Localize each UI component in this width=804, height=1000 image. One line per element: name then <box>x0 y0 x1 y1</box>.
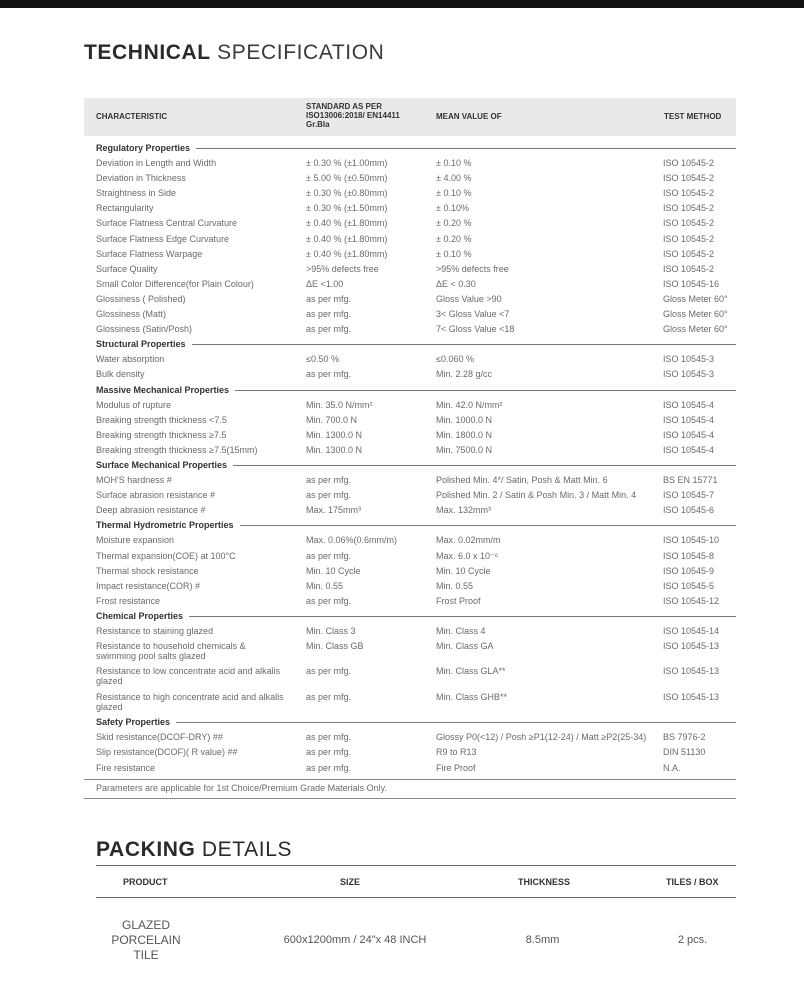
table-row <box>84 413 736 428</box>
cell-characteristic: Resistance to high concentrate acid and alkalis glazed <box>96 691 284 712</box>
cell-test-method: ISO 10545-2 <box>663 203 715 214</box>
cell-test-method: ISO 10545-2 <box>663 263 715 274</box>
packing-size: 600x1200mm / 24"x 48 INCH <box>283 934 427 946</box>
cell-standard: ± 0.40 % (±1.80mm) <box>306 248 388 259</box>
table-row <box>84 292 736 307</box>
packing-rule-mid <box>96 897 736 898</box>
cell-mean-value: Min. 2.28 g/cc <box>436 369 493 380</box>
cell-test-method: ISO 10545-10 <box>663 535 720 546</box>
cell-characteristic: Thermal expansion(COE) at 100°C <box>96 550 236 561</box>
cell-standard: ± 5.00 % (±0.50mm) <box>306 173 388 184</box>
cell-characteristic: Breaking strength thickness ≥7.5 <box>96 429 227 440</box>
cell-mean-value: Min. 1000.0 N <box>436 414 493 425</box>
cell-characteristic: Deep abrasion resistance # <box>96 505 206 516</box>
section-heading <box>84 458 736 473</box>
cell-standard: as per mfg. <box>306 550 352 561</box>
cell-mean-value: Min. 1800.0 N <box>436 429 493 440</box>
cell-standard: ≤0.50 % <box>306 354 339 365</box>
cell-standard: Min. 700.0 N <box>306 414 358 425</box>
cell-mean-value: Max. 132mm³ <box>436 505 492 516</box>
cell-mean-value: ± 4.00 % <box>436 173 472 184</box>
footnote-divider-top <box>84 779 736 780</box>
cell-standard: ± 0.30 % (±1.00mm) <box>306 158 388 169</box>
table-row <box>84 156 736 171</box>
table-row <box>84 307 736 322</box>
cell-characteristic: Glossiness (Matt) <box>96 309 167 320</box>
cell-characteristic: Glossiness (Satin/Posh) <box>96 324 193 335</box>
cell-characteristic: Surface Flatness Edge Curvature <box>96 233 230 244</box>
cell-characteristic: Skid resistance(DCOF-DRY) ## <box>96 732 223 743</box>
cell-mean-value: Fire Proof <box>436 762 476 773</box>
cell-mean-value: Glossy P0(<12) / Posh ≥P1(12-24) / Matt ≥P2(25-34) <box>436 732 647 743</box>
cell-mean-value: ≤0.060 % <box>436 354 474 365</box>
table-row <box>84 639 736 664</box>
section-label: Surface Mechanical Properties <box>96 460 233 470</box>
cell-standard: as per mfg. <box>306 324 352 335</box>
section-heading <box>84 141 736 156</box>
table-row <box>84 367 736 382</box>
cell-characteristic: Thermal shock resistance <box>96 565 199 576</box>
spec-table-header <box>84 98 736 136</box>
cell-standard: ± 0.30 % (±1.50mm) <box>306 203 388 214</box>
packing-title <box>96 838 292 862</box>
cell-standard: as per mfg. <box>306 747 352 758</box>
cell-test-method: ISO 10545-13 <box>663 691 720 702</box>
table-row <box>84 352 736 367</box>
packing-product-line: PORCELAIN <box>111 933 181 947</box>
cell-characteristic: Surface Flatness Warpage <box>96 248 203 259</box>
cell-standard: as per mfg. <box>306 490 352 501</box>
cell-characteristic: Breaking strength thickness <7.5 <box>96 414 227 425</box>
packing-product <box>100 918 192 963</box>
cell-characteristic: Straightness in Side <box>96 188 177 199</box>
cell-standard: Max. 175mm³ <box>306 505 362 516</box>
table-row <box>84 443 736 458</box>
packing-product-line: TILE <box>133 948 159 962</box>
cell-test-method: ISO 10545-16 <box>663 278 720 289</box>
table-row <box>84 503 736 518</box>
cell-test-method: ISO 10545-2 <box>663 188 715 199</box>
cell-test-method: ISO 10545-12 <box>663 595 720 606</box>
cell-mean-value: Frost Proof <box>436 595 481 606</box>
cell-test-method: Gloss Meter 60° <box>663 293 728 304</box>
cell-test-method: ISO 10545-9 <box>663 565 715 576</box>
cell-mean-value: 3< Gloss Value <7 <box>436 309 510 320</box>
cell-characteristic: Resistance to household chemicals & swimming pool salts glazed <box>96 641 246 662</box>
cell-standard: as per mfg. <box>306 595 352 606</box>
cell-test-method: ISO 10545-8 <box>663 550 715 561</box>
cell-mean-value: Max. 6.0 x 10⁻⁶ <box>436 550 499 561</box>
cell-mean-value: 7< Gloss Value <18 <box>436 324 515 335</box>
packing-header-tiles-per-box: TILES / BOX <box>666 877 719 887</box>
cell-test-method: ISO 10545-13 <box>663 666 720 677</box>
cell-mean-value: Min. Class 4 <box>436 626 486 636</box>
section-rule <box>96 616 736 617</box>
cell-standard: as per mfg. <box>306 762 352 773</box>
cell-mean-value: Min. 0.55 <box>436 580 474 591</box>
cell-characteristic: Frost resistance <box>96 595 161 606</box>
table-row <box>84 171 736 186</box>
table-row <box>84 624 736 639</box>
cell-standard: Min. 1300.0 N <box>306 444 363 455</box>
table-row <box>84 533 736 548</box>
cell-mean-value: ± 0.20 % <box>436 218 472 229</box>
section-label: Safety Properties <box>96 717 176 727</box>
cell-mean-value: ± 0.10 % <box>436 158 472 169</box>
cell-standard: ± 0.40 % (±1.80mm) <box>306 233 388 244</box>
cell-mean-value: Min. 7500.0 N <box>436 444 493 455</box>
cell-test-method: Gloss Meter 60° <box>663 324 728 335</box>
packing-header-size: SIZE <box>340 877 361 887</box>
cell-standard: Min. Class 3 <box>306 626 356 636</box>
table-row <box>84 232 736 247</box>
cell-test-method: BS 7976-2 <box>663 732 706 743</box>
cell-characteristic: Glossiness ( Polished) <box>96 293 186 304</box>
packing-product-line: GLAZED <box>121 918 170 932</box>
cell-test-method: BS EN 15771 <box>663 475 718 486</box>
cell-characteristic: Rectangularity <box>96 203 154 214</box>
cell-test-method: ISO 10545-3 <box>663 354 715 365</box>
spec-table-body <box>84 141 736 776</box>
table-row <box>84 262 736 277</box>
cell-characteristic: Deviation in Length and Width <box>96 158 217 169</box>
section-heading <box>84 383 736 398</box>
cell-test-method: ISO 10545-2 <box>663 218 715 229</box>
section-label: Structural Properties <box>96 339 192 349</box>
section-heading <box>84 518 736 533</box>
section-heading <box>84 609 736 624</box>
section-rule <box>96 344 736 345</box>
cell-standard: as per mfg. <box>306 666 352 677</box>
table-row <box>84 428 736 443</box>
cell-standard: Max. 0.06%(0.6mm/m) <box>306 535 398 546</box>
cell-characteristic: Bulk density <box>96 369 145 380</box>
section-label: Chemical Properties <box>96 611 189 621</box>
footnote-divider-bottom <box>84 798 736 799</box>
cell-characteristic: MOH'S hardness # <box>96 475 172 486</box>
top-dark-bar <box>0 0 804 8</box>
header-standard: STANDARD AS PER ISO13006:2018/ EN14411 Gr.BIa <box>306 102 400 129</box>
table-row <box>84 690 736 715</box>
section-label: Regulatory Properties <box>96 143 196 153</box>
cell-characteristic: Impact resistance(COR) # <box>96 580 201 591</box>
table-row <box>84 579 736 594</box>
cell-mean-value: >95% defects free <box>436 263 509 274</box>
cell-mean-value: R9 to R13 <box>436 747 477 758</box>
packing-header-product: PRODUCT <box>123 877 168 887</box>
title-bold: TECHNICAL <box>84 41 211 64</box>
packing-rule-top <box>96 865 736 866</box>
cell-characteristic: Surface abrasion resistance # <box>96 490 216 501</box>
cell-mean-value: Polished Min. 2 / Satin & Posh Min. 3 / Matt Min. 4 <box>436 490 637 501</box>
cell-standard: Min. 35.0 N/mm² <box>306 399 373 410</box>
cell-characteristic: Moisture expansion <box>96 535 175 546</box>
table-row <box>84 216 736 231</box>
table-row <box>84 549 736 564</box>
cell-test-method: ISO 10545-3 <box>663 369 715 380</box>
cell-characteristic: Breaking strength thickness ≥7.5(15mm) <box>96 444 258 455</box>
header-test-method: TEST METHOD <box>664 112 722 121</box>
cell-standard: Min. 0.55 <box>306 580 344 591</box>
cell-test-method: ISO 10545-5 <box>663 580 715 591</box>
cell-characteristic: Modulus of rupture <box>96 399 172 410</box>
cell-characteristic: Fire resistance <box>96 762 156 773</box>
cell-mean-value: Min. 10 Cycle <box>436 565 491 576</box>
cell-standard: ΔE <1.00 <box>306 278 344 289</box>
cell-standard: Min. 10 Cycle <box>306 565 361 576</box>
header-mean-value: MEAN VALUE OF <box>436 112 502 121</box>
cell-standard: as per mfg. <box>306 691 352 702</box>
cell-characteristic: Surface Quality <box>96 263 158 274</box>
section-heading <box>84 715 736 730</box>
cell-test-method: ISO 10545-4 <box>663 429 715 440</box>
cell-mean-value: ± 0.10 % <box>436 188 472 199</box>
table-row <box>84 186 736 201</box>
cell-test-method: N.A. <box>663 762 681 773</box>
cell-test-method: Gloss Meter 60° <box>663 309 728 320</box>
packing-thickness: 8.5mm <box>525 934 560 946</box>
table-row <box>84 594 736 609</box>
cell-standard: ± 0.30 % (±0.80mm) <box>306 188 388 199</box>
footnote: Parameters are applicable for 1st Choice/Premium Grade Materials Only. <box>96 783 387 793</box>
cell-standard: as per mfg. <box>306 293 352 304</box>
cell-standard: as per mfg. <box>306 732 352 743</box>
cell-test-method: ISO 10545-7 <box>663 490 715 501</box>
cell-mean-value: ± 0.20 % <box>436 233 472 244</box>
cell-standard: Min. 1300.0 N <box>306 429 363 440</box>
cell-test-method: ISO 10545-2 <box>663 233 715 244</box>
packing-tiles-per-box: 2 pcs. <box>677 934 708 946</box>
table-row <box>84 745 736 760</box>
cell-test-method: ISO 10545-2 <box>663 173 715 184</box>
cell-mean-value: Max. 0.02mm/m <box>436 535 501 546</box>
cell-characteristic: Resistance to staining glazed <box>96 626 214 636</box>
cell-characteristic: Slip resistance(DCOF)( R value) ## <box>96 747 238 758</box>
cell-standard: as per mfg. <box>306 475 352 486</box>
cell-test-method: ISO 10545-14 <box>663 626 720 636</box>
section-label: Thermal Hydrometric Properties <box>96 520 240 530</box>
cell-standard: >95% defects free <box>306 263 379 274</box>
cell-mean-value: ± 0.10% <box>436 203 469 214</box>
table-row <box>84 761 736 776</box>
cell-mean-value: Min. Class GA <box>436 641 494 652</box>
title-light: SPECIFICATION <box>217 41 385 64</box>
cell-test-method: ISO 10545-2 <box>663 158 715 169</box>
cell-mean-value: Min. Class GLA** <box>436 666 506 677</box>
page-title <box>84 41 384 65</box>
cell-test-method: ISO 10545-13 <box>663 641 720 652</box>
cell-mean-value: Min. 42.0 N/mm² <box>436 399 503 410</box>
cell-characteristic: Surface Flatness Central Curvature <box>96 218 238 229</box>
table-row <box>84 664 736 689</box>
cell-mean-value: Min. Class GHB** <box>436 691 508 702</box>
packing-title-bold: PACKING <box>96 838 196 861</box>
cell-standard: as per mfg. <box>306 309 352 320</box>
cell-test-method: ISO 10545-4 <box>663 414 715 425</box>
cell-characteristic: Small Color Difference(for Plain Colour) <box>96 278 254 289</box>
cell-standard: as per mfg. <box>306 369 352 380</box>
cell-standard: Min. Class GB <box>306 641 364 652</box>
table-row <box>84 201 736 216</box>
table-row <box>84 488 736 503</box>
cell-characteristic: Deviation in Thickness <box>96 173 186 184</box>
cell-test-method: ISO 10545-6 <box>663 505 715 516</box>
cell-test-method: ISO 10545-2 <box>663 248 715 259</box>
cell-characteristic: Water absorption <box>96 354 165 365</box>
cell-test-method: ISO 10545-4 <box>663 399 715 410</box>
table-row <box>84 247 736 262</box>
cell-test-method: DIN 51130 <box>663 747 706 758</box>
table-row <box>84 398 736 413</box>
table-row <box>84 730 736 745</box>
packing-header-thickness: THICKNESS <box>518 877 571 887</box>
cell-test-method: ISO 10545-4 <box>663 444 715 455</box>
table-row <box>84 277 736 292</box>
table-row <box>84 473 736 488</box>
cell-mean-value: ΔE < 0.30 <box>436 278 476 289</box>
cell-mean-value: Polished Min. 4*/ Satin, Posh & Matt Min. 6 <box>436 475 608 486</box>
section-rule <box>96 722 736 723</box>
cell-characteristic: Resistance to low concentrate acid and alkalis glazed <box>96 666 281 687</box>
table-row <box>84 322 736 337</box>
packing-title-light: DETAILS <box>201 838 293 861</box>
section-label: Massive Mechanical Properties <box>96 385 235 395</box>
section-heading <box>84 337 736 352</box>
cell-mean-value: Gloss Value >90 <box>436 293 502 304</box>
table-row <box>84 564 736 579</box>
cell-mean-value: ± 0.10 % <box>436 248 472 259</box>
header-characteristic: CHARACTERISTIC <box>96 112 168 121</box>
cell-standard: ± 0.40 % (±1.80mm) <box>306 218 388 229</box>
